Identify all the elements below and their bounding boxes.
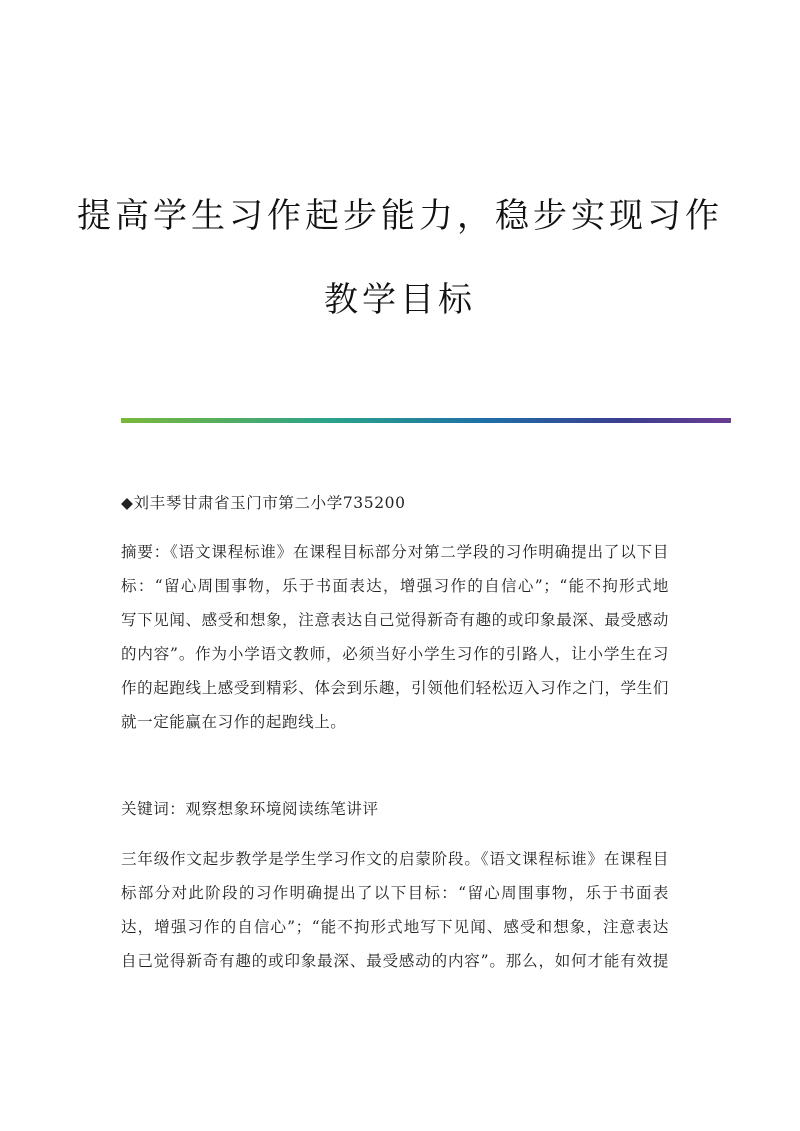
body-line: 标部分对此阶段的习作明确提出了以下目标：“留心周围事物，乐于书面表 bbox=[121, 884, 669, 902]
page-title-line-2: 教学目标 bbox=[324, 280, 476, 320]
abstract-paragraph bbox=[121, 541, 669, 745]
keywords-line: 关键词：观察想象环境阅读练笔讲评 bbox=[121, 800, 379, 818]
abstract-line: 写下见闻、感受和想象，注意表达自己觉得新奇有趣的或印象最深、最受感动 bbox=[121, 611, 669, 629]
author-line: ◆刘丰琴甘肃省玉门市第二小学735200 bbox=[121, 494, 406, 512]
author-affiliation bbox=[121, 492, 669, 526]
keywords-paragraph bbox=[121, 798, 669, 832]
body-line: 达，增强习作的自信心”；“能不拘形式地写下见闻、感受和想象，注意表达 bbox=[121, 918, 669, 936]
gradient-divider bbox=[121, 418, 731, 423]
abstract-line: 摘要：《语文课程标谁》在课程目标部分对第二学段的习作明确提出了以下目 bbox=[121, 543, 669, 561]
body-paragraph bbox=[121, 848, 669, 984]
abstract-line: 就一定能赢在习作的起跑线上。 bbox=[121, 713, 347, 731]
body-line: 自己觉得新奇有趣的或印象最深、最受感动的内容”。那么，如何才能有效提 bbox=[121, 952, 669, 970]
abstract-line: 的内容”。作为小学语文教师，必须当好小学生习作的引路人，让小学生在习 bbox=[121, 645, 669, 663]
abstract-line: 标：“留心周围事物，乐于书面表达，增强习作的自信心”；“能不拘形式地 bbox=[121, 577, 669, 595]
abstract-line: 作的起跑线上感受到精彩、体会到乐趣，引领他们轻松迈入习作之门，学生们 bbox=[121, 679, 669, 697]
body-line: 三年级作文起步教学是学生学习作文的启蒙阶段。《语文课程标谁》在课程目 bbox=[121, 850, 669, 868]
page-title-line-1: 提高学生习作起步能力，稳步实现习作 bbox=[77, 196, 723, 236]
